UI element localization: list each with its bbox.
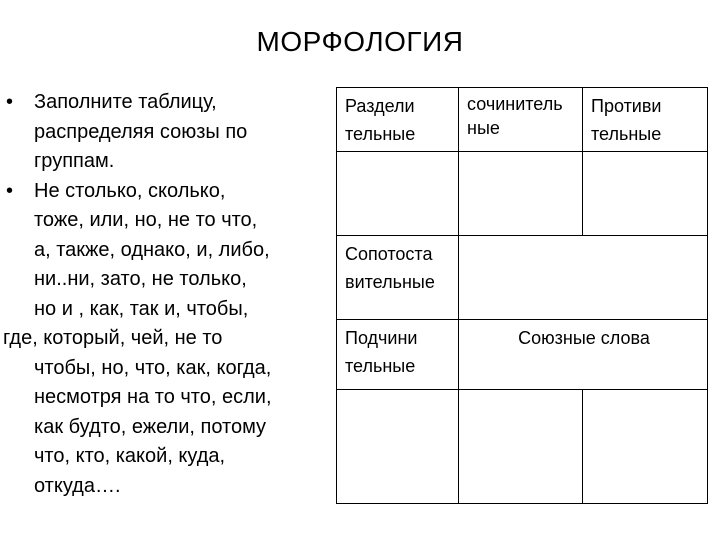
cell-line: сочинитель (467, 94, 563, 114)
text-line: но и , как, так и, чтобы, (34, 297, 249, 320)
text-line: несмотря на то что, если, (34, 386, 272, 408)
conjunction-table (336, 87, 708, 504)
bullet-conjunction-list (0, 177, 330, 325)
header-sopostavitelnye (337, 236, 459, 320)
bullet-icon: • (6, 179, 14, 202)
text-line: Не столько, сколько, (34, 179, 226, 202)
cell-line: тельные (591, 124, 662, 144)
text-line: откуда…. (34, 474, 121, 497)
text-line: тоже, или, но, не то что, (34, 209, 258, 231)
task-text (0, 88, 330, 501)
text-line: группам. (34, 150, 115, 172)
answer-cell-soyuznye-2[interactable] (583, 390, 708, 504)
text-line: чтобы, но, что, как, когда, (34, 356, 272, 379)
answer-cell-sochinitelnye[interactable] (459, 152, 583, 236)
header-soyuznye-slova (459, 320, 708, 390)
text-line: распределяя союзы по (34, 120, 248, 143)
cell-line: Противи (591, 96, 662, 116)
header-razdelitelnye (337, 88, 459, 152)
cell-line: тельные (345, 356, 416, 376)
answer-cell-razdelitelnye[interactable] (337, 152, 459, 236)
text-line: а, также, однако, и, либо, (34, 238, 270, 261)
text-line: как будто, ежели, потому (34, 415, 267, 438)
answer-cell-soyuznye-1[interactable] (459, 390, 583, 504)
cell-line: тельные (345, 124, 416, 144)
page-title: МОРФОЛОГИЯ (256, 26, 464, 57)
text-line: Заполните таблицу, (34, 91, 217, 113)
header-protivitelnye (583, 88, 708, 152)
cell-line: Подчини (345, 328, 418, 348)
cell-line: ные (467, 118, 500, 138)
text-line: что, кто, какой, куда, (34, 445, 226, 467)
text-line: где, который, чей, не то (3, 327, 223, 349)
answer-cell-sopostavitelnye[interactable] (459, 236, 708, 320)
answer-cell-protivitelnye[interactable] (583, 152, 708, 236)
header-podchinitelnye (337, 320, 459, 390)
cell-line: Раздели (345, 96, 415, 116)
cell-line: Сопотоста (345, 244, 433, 264)
cell-line: вительные (345, 272, 435, 292)
bullet-instruction (0, 88, 330, 177)
answer-cell-podchinitelnye[interactable] (337, 390, 459, 504)
header-sochinitelnye (459, 88, 583, 152)
bullet-icon: • (6, 91, 14, 113)
text-line: ни..ни, зато, не только, (34, 268, 247, 290)
cell-line: Союзные слова (518, 328, 650, 348)
